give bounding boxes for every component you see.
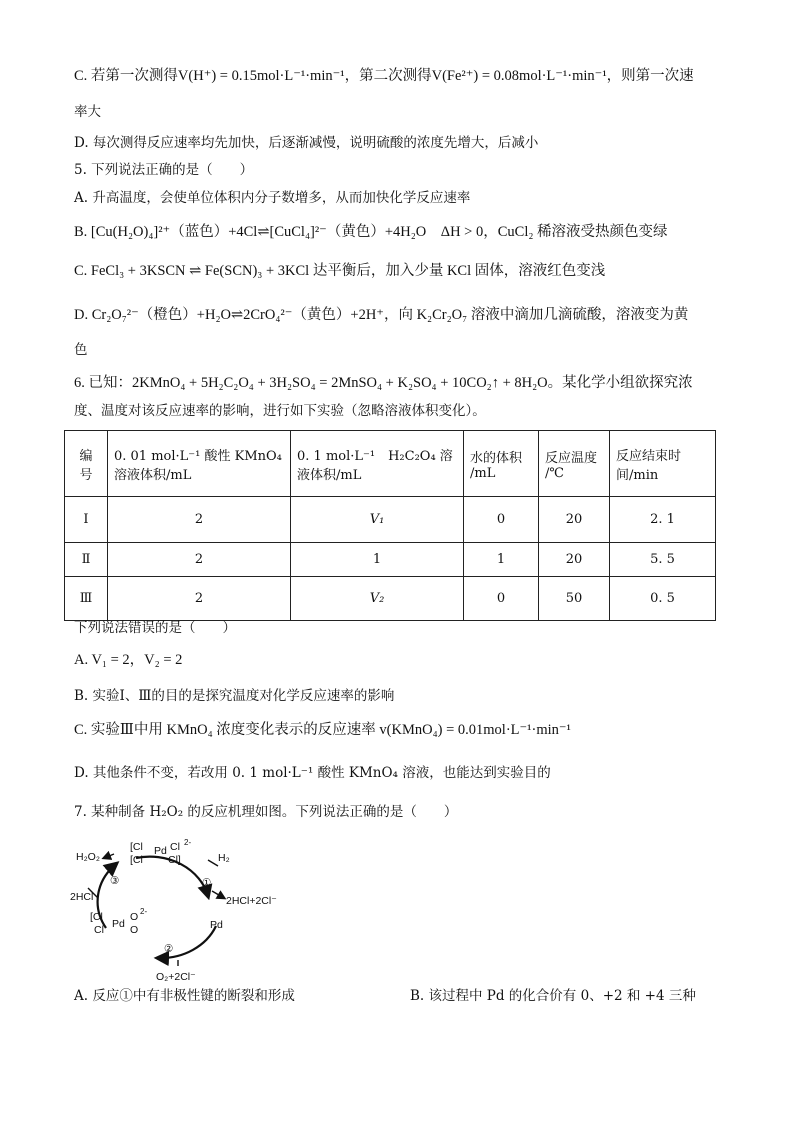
q7-option-b: B. 该过程中 Pd 的化合价有 0、+2 和 +4 三种 [410,988,696,1004]
header-cell-kmno4: 0. 01 mol·L⁻¹ 酸性 KMnO₄ 溶液体积/mL [108,431,291,497]
left-complex-cl1: [Cl [90,911,103,923]
q6-option-a: A. V₁ = 2，V₂ = 2 [74,652,183,668]
q5-option-d-line2: 色 [74,342,88,358]
step2-label: ② [164,943,174,955]
header-cell-h2c2o4: 0. 1 mol·L⁻¹ H₂C₂O₄ 溶 液体积/mL [291,431,464,497]
q6-option-d: D. 其他条件不变，若改用 0. 1 mol·L⁻¹ 酸性 KMnO₄ 溶液，也能达到实验目的 [74,765,551,781]
reaction-mechanism-diagram [66,836,296,986]
pd-label: Pd [210,919,223,931]
header-cell-temperature: 反应温度 /℃ [539,431,610,497]
q6-stem-line1: 6. 已知：2KMnO₄ + 5H₂C₂O₄ + 3H₂SO₄ = 2MnSO₄ + K₂SO₄ + 10CO₂↑ + 8H₂O。某化学小组欲探究浓 [74,375,693,391]
left-complex-o1: O [130,911,139,923]
q5-option-a: A. 升高温度，会使单位体积内分子数增多，从而加快化学反应速率 [74,190,471,206]
h2-in-arrow [208,860,218,866]
top-complex-cl1: [Cl [130,841,143,853]
q6-ask: 下列说法错误的是（ ） [74,620,236,636]
left-complex-o2: O [130,924,139,936]
q6-option-c: C. 实验Ⅲ中用 KMnO₄ 浓度变化表示的反应速率 v(KMnO₄) = 0.01mol·L⁻¹·min⁻¹ [74,722,571,738]
q6-stem-line2: 度、温度对该反应速率的影响，进行如下实验（忽略溶液体积变化）。 [74,403,486,419]
q5-option-b: B. [Cu(H₂O)₄]²⁺（蓝色）+4Cl⇌[CuCl₄]²⁻（黄色）+4H₂O ΔH > 0，CuCl₂ 稀溶液受热颜色变绿 [74,224,668,240]
q5-stem: 5. 下列说法正确的是（ ） [74,162,254,178]
q5-option-c: C. FeCl₃ + 3KSCN ⇌ Fe(SCN)₃ + 3KCl 达平衡后，加入少量 KCl 固体，溶液红色变浅 [74,263,606,279]
q7-option-a: A. 反应①中有非极性键的断裂和形成 [74,988,295,1004]
top-complex-charge: 2- [184,838,192,847]
hcl-out-arrow [212,891,224,898]
q4-option-d: D. 每次测得反应速率均先加快，后逐渐减慢，说明硫酸的浓度先增大，后减小 [74,135,539,151]
q5-option-d-line1: D. Cr₂O₇²⁻（橙色）+H₂O⇌2CrO₄²⁻（黄色）+2H⁺，向 K₂Cr₂O₇ 溶液中滴加几滴硫酸，溶液变为黄 [74,307,689,323]
product-2hcl-2cl: 2HCl+2Cl⁻ [226,895,277,907]
reactant-2hcl: 2HCl [70,891,94,903]
h2o2-out-arrow [104,854,114,858]
experiment-table [64,430,716,621]
left-complex-charge: 2- [140,907,148,916]
left-complex-pd: Pd [112,918,125,930]
q4-option-c-line1: C. 若第一次测得V(H⁺) = 0.15mol·L⁻¹·min⁻¹，第二次测得V(Fe²⁺) = 0.08mol·L⁻¹·min⁻¹，则第一次速 [74,68,694,84]
left-complex-cl2: Cl [94,924,104,936]
table-row: Ⅲ 2 V₂ 0 50 0. 5 [65,577,716,621]
header-cell-water: 水的体积 /mL [464,431,539,497]
step1-label: ① [202,877,212,889]
q7-stem: 7. 某种制备 H₂O₂ 的反应机理如图。下列说法正确的是（ ） [74,804,458,820]
h2-label: H₂ [218,852,230,864]
table-header-row [65,431,716,497]
table-row: Ⅰ 2 V₁ 0 20 2. 1 [65,497,716,543]
top-complex-cl4: Cl] [168,854,181,866]
step3-label: ③ [110,875,120,887]
table-row: Ⅱ 2 1 1 20 5. 5 [65,543,716,577]
reactant-o2-2cl: O₂+2Cl⁻ [156,971,196,983]
h2o2-label: H₂O₂ [76,851,100,863]
top-complex-pd: Pd [154,845,167,857]
top-complex-cl3: [Cl [130,854,143,866]
header-cell-number: 编 号 [65,431,108,497]
q4-option-c-line2: 率大 [74,104,101,120]
q6-option-b: B. 实验Ⅰ、Ⅲ的目的是探究温度对化学反应速率的影响 [74,688,395,704]
header-cell-time: 反应结束时 间/min [610,431,716,497]
top-complex-cl2: Cl [170,841,180,853]
